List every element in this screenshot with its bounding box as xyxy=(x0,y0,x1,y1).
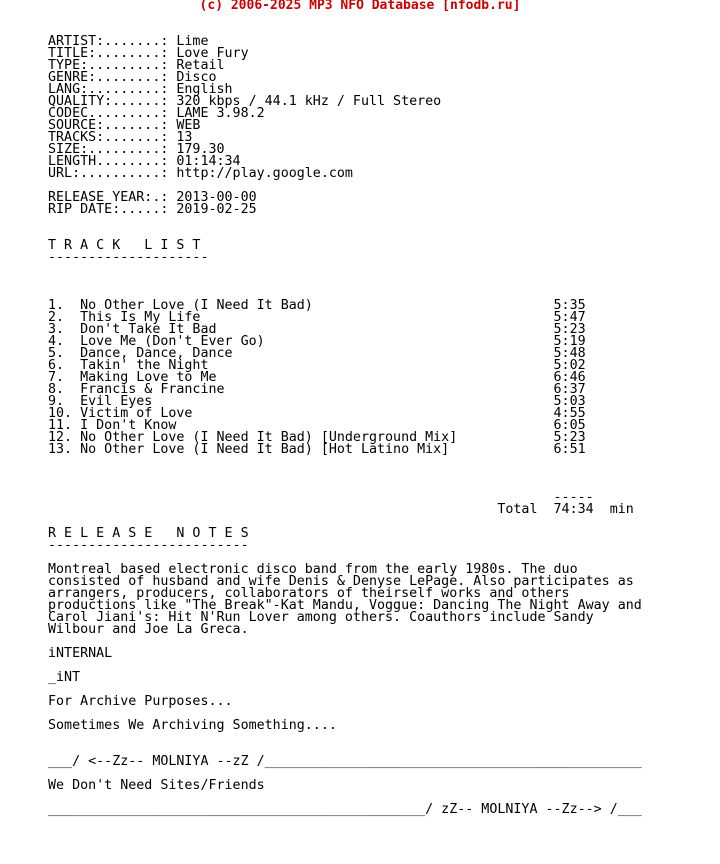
nfo-line: 2. This Is My Life 5:47 xyxy=(48,310,586,325)
nfo-line: _iNT xyxy=(48,670,81,685)
nfo-line: GENRE:........: Disco xyxy=(48,70,217,85)
nfo-line: SIZE:.........: 179.30 xyxy=(48,142,225,157)
nfo-line: 13. No Other Love (I Need It Bad) [Hot Latino Mix] 6:51 xyxy=(48,442,586,457)
nfo-line: Montreal based electronic disco band from the early 1980s. The duo xyxy=(48,562,578,577)
nfo-line: 4. Love Me (Don't Ever Go) 5:19 xyxy=(48,334,586,349)
nfo-line xyxy=(48,456,642,468)
nfodb-banner[interactable]: (c) 2006-2025 MP3 NFO Database [nfodb.ru] xyxy=(199,0,521,13)
nfo-line: ------------------------- xyxy=(48,538,249,553)
nfo-line: Carol Jiani's: Hit N'Run Lover among others. Coauthors include Sandy xyxy=(48,610,594,625)
nfo-line: consisted of husband and wife Denis & Denyse LePage. Also participates as xyxy=(48,574,634,589)
nfo-line: productions like "The Break"-Kat Mandu, Voggue: Dancing The Night Away and xyxy=(48,598,642,613)
nfo-line: iNTERNAL xyxy=(48,646,113,661)
nfo-line: LENGTH........: 01:14:34 xyxy=(48,154,241,169)
nfo-line: Total 74:34 min xyxy=(48,502,634,517)
nfo-line: RIP DATE:.....: 2019-02-25 xyxy=(48,202,257,217)
nfo-line: ___/ <--Zz-- MOLNIYA --zZ /_______________________________________________ xyxy=(48,754,642,769)
nfo-line: 3. Don't Take It Bad 5:23 xyxy=(48,322,586,337)
nfo-line: RELEASE YEAR:.: 2013-00-00 xyxy=(48,190,257,205)
nfo-line: We Don't Need Sites/Friends xyxy=(48,778,265,793)
nfo-line: CODEC.........: LAME 3.98.2 xyxy=(48,106,265,121)
nfo-line: For Archive Purposes... xyxy=(48,694,233,709)
nfo-line: 8. Francis & Francine 6:37 xyxy=(48,382,586,397)
nfo-line: 9. Evil Eyes 5:03 xyxy=(48,394,586,409)
nfo-line: 10. Victim of Love 4:55 xyxy=(48,406,586,421)
nfo-line: ARTIST:.......: Lime xyxy=(48,34,209,49)
nfo-line: 7. Making Love to Me 6:46 xyxy=(48,370,586,385)
nfo-line: Wilbour and Joe La Greca. xyxy=(48,622,249,637)
nfo-line xyxy=(48,468,642,480)
nfo-line: TITLE:........: Love Fury xyxy=(48,46,249,61)
nfo-line: URL:..........: http://play.google.com xyxy=(48,166,353,181)
nfo-line xyxy=(48,660,642,672)
nfo-line: R E L E A S E N O T E S xyxy=(48,526,249,541)
nfo-line: 11. I Don't Know 6:05 xyxy=(48,418,586,433)
nfo-line: ----- xyxy=(48,490,594,505)
nfo-line xyxy=(48,636,642,648)
nfo-line xyxy=(48,216,642,228)
nfo-line: Sometimes We Archiving Something.... xyxy=(48,718,337,733)
nfo-line xyxy=(48,276,642,288)
nfo-line: QUALITY:......: 320 kbps / 44.1 kHz / Full Stereo xyxy=(48,94,442,109)
nfo-line: 12. No Other Love (I Need It Bad) [Underground Mix] 5:23 xyxy=(48,430,586,445)
nfo-line xyxy=(48,732,642,744)
nfo-line: arrangers, producers, collaborators of theirself works and others xyxy=(48,586,570,601)
nfo-line: 1. No Other Love (I Need It Bad) 5:35 xyxy=(48,298,586,313)
nfo-line: _______________________________________________/ zZ-- MOLNIYA --Zz--> /___ xyxy=(48,802,642,817)
nfo-text-block xyxy=(48,36,642,816)
nfo-line: 5. Dance, Dance, Dance 5:48 xyxy=(48,346,586,361)
nfo-line: TYPE:.........: Retail xyxy=(48,58,225,73)
nfo-line: SOURCE:.......: WEB xyxy=(48,118,201,133)
nfo-line: -------------------- xyxy=(48,250,209,265)
nfo-line xyxy=(48,264,642,276)
nfo-line: 6. Takin' the Night 5:02 xyxy=(48,358,586,373)
nfo-line: LANG:.........: English xyxy=(48,82,233,97)
nfo-line: TRACKS:.......: 13 xyxy=(48,130,193,145)
nfo-line: T R A C K L I S T xyxy=(48,238,201,253)
